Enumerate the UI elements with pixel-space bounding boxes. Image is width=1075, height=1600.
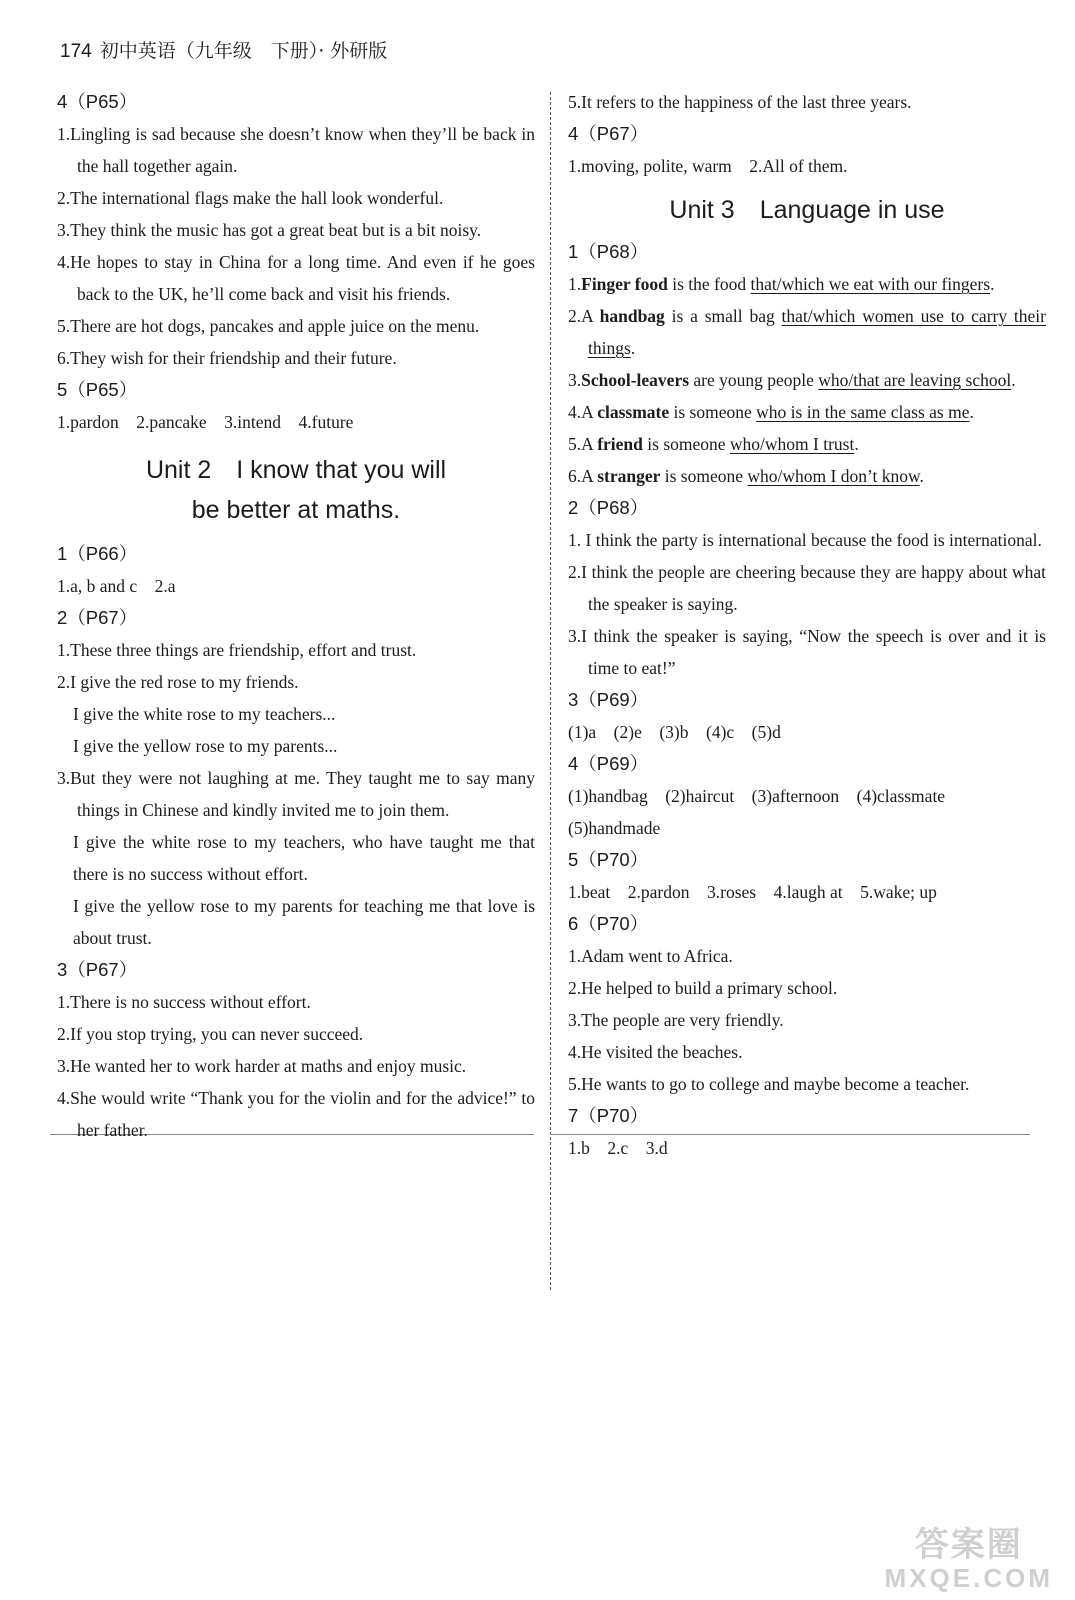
defined-term: classmate [597, 402, 670, 422]
section-heading: 3（P67） [57, 959, 138, 980]
definition-item [568, 300, 1046, 364]
answer-item: 4.He hopes to stay in China for a long time. And even if he goes back to the UK, he’ll come back and visit his friends. [57, 252, 535, 304]
unit-title-line: Unit 2 I know that you will [145, 456, 447, 484]
definition-text: is a small bag [664, 306, 782, 326]
answer-item: 1.Lingling is sad because she doesn’t know when they’ll be back in the hall together again. [57, 124, 535, 176]
answer-item: 1.These three things are friendship, effort and trust. [57, 640, 417, 660]
answer-item: I give the yellow rose to my parents for teaching me that love is about trust. [73, 896, 535, 948]
section-heading: 4（P67） [568, 123, 649, 144]
left-column [57, 86, 535, 1146]
page-number: 174 [60, 41, 92, 62]
unit-title-line: be better at maths. [191, 496, 401, 524]
answer-item: 3.He wanted her to work harder at maths and enjoy music. [57, 1056, 467, 1076]
section-heading: 4（P65） [57, 91, 138, 112]
answer-item: I give the white rose to my teachers, who have taught me that there is no success without effort. [73, 832, 535, 884]
answer-item: I give the white rose to my teachers... [73, 704, 336, 724]
end-punct: . [1011, 370, 1016, 390]
answer-item: 1.There is no success without effort. [57, 992, 311, 1012]
end-punct: . [854, 434, 859, 454]
answer-item: 1.beat 2.pardon 3.roses 4.laugh at 5.wake; up [568, 882, 937, 902]
definition-item [568, 364, 1046, 396]
answer-item: 1. I think the party is international because the food is international. [568, 530, 1042, 550]
section-heading: 1（P68） [568, 241, 649, 262]
item-number: 1. [568, 274, 582, 294]
column-divider [550, 92, 551, 1290]
answer-item: 2.If you stop trying, you can never succeed. [57, 1024, 364, 1044]
underlined-answer: who is in the same class as me [756, 402, 970, 422]
answer-item: 2.He helped to build a primary school. [568, 978, 838, 998]
definition-text: is someone [642, 434, 730, 454]
definition-text: is the food [667, 274, 751, 294]
right-column [568, 86, 1046, 1164]
answer-item: (1)a (2)e (3)b (4)c (5)d [568, 722, 781, 742]
underlined-answer: that/which we eat with our fingers [750, 274, 991, 294]
item-number: 4.A [568, 402, 598, 422]
answer-item: I give the yellow rose to my parents... [73, 736, 338, 756]
answer-item: 3.I think the speaker is saying, “Now the speech is over and it is time to eat!” [568, 626, 1046, 678]
item-number: 5.A [568, 434, 598, 454]
definition-text: are young people [689, 370, 819, 390]
answer-item: 3.But they were not laughing at me. They taught me to say many things in Chinese and kindly invited me to join them. [57, 768, 535, 820]
answer-item: 1.pardon 2.pancake 3.intend 4.future [57, 412, 354, 432]
defined-term: stranger [597, 466, 661, 486]
section-heading: 6（P70） [568, 913, 649, 934]
item-number: 2.A [568, 306, 600, 326]
underlined-answer: who/that are leaving school [818, 370, 1012, 390]
defined-term: friend [597, 434, 643, 454]
answer-item: (1)handbag (2)haircut (3)afternoon (4)classmate [568, 786, 946, 806]
underlined-answer: who/whom I trust [729, 434, 855, 454]
watermark-logo [885, 1526, 1053, 1592]
definition-item [568, 460, 1046, 492]
section-heading: 2（P67） [57, 607, 138, 628]
end-punct: . [919, 466, 924, 486]
definition-item [568, 268, 1046, 300]
answer-item: 2.I think the people are cheering because they are happy about what the speaker is saying. [568, 562, 1046, 614]
unit-3-title: Unit 3 Language in use [669, 196, 945, 224]
definition-item [568, 428, 1046, 460]
defined-term: School-leavers [581, 370, 690, 390]
answer-item: 1.b 2.c 3.d [568, 1138, 668, 1158]
section-heading: 4（P69） [568, 753, 649, 774]
item-number: 3. [568, 370, 582, 390]
answer-item: 3.The people are very friendly. [568, 1010, 784, 1030]
section-heading: 7（P70） [568, 1105, 649, 1126]
watermark-chinese: 答案圈 [914, 1526, 1023, 1564]
answer-item: 6.They wish for their friendship and their future. [57, 348, 397, 368]
answer-item: 1.moving, polite, warm 2.All of them. [568, 156, 848, 176]
answer-item: 1.Adam went to Africa. [568, 946, 733, 966]
defined-term: handbag [599, 306, 665, 326]
section-heading: 2（P68） [568, 497, 649, 518]
answer-item: 5.It refers to the happiness of the last three years. [568, 92, 912, 112]
item-number: 6.A [568, 466, 598, 486]
answer-item: 1.a, b and c 2.a [57, 576, 176, 596]
section-heading: 3（P69） [568, 689, 649, 710]
definition-text: is someone [669, 402, 757, 422]
answer-item: 5.There are hot dogs, pancakes and apple juice on the menu. [57, 316, 480, 336]
definition-item [568, 396, 1046, 428]
answer-item: 4.He visited the beaches. [568, 1042, 743, 1062]
page-header [60, 36, 387, 66]
definition-text: is someone [660, 466, 748, 486]
answer-item: 3.They think the music has got a great beat but is a bit noisy. [57, 220, 482, 240]
section-heading: 1（P66） [57, 543, 138, 564]
section-heading: 5（P70） [568, 849, 649, 870]
defined-term: Finger food [581, 274, 668, 294]
answer-item: 4.She would write “Thank you for the violin and for the advice!” to her father. [57, 1088, 535, 1140]
answer-item: (5)handmade [568, 818, 661, 838]
watermark-url: MXQE.COM [884, 1563, 1053, 1593]
section-heading: 5（P65） [57, 379, 138, 400]
end-punct: . [969, 402, 974, 422]
unit-2-title [57, 450, 535, 530]
answer-item: 2.I give the red rose to my friends. [57, 672, 299, 692]
answer-item: 2.The international flags make the hall look wonderful. [57, 188, 444, 208]
end-punct: . [630, 338, 636, 358]
underlined-answer: that/which women use to carry their things [588, 306, 1046, 358]
answer-item: 5.He wants to go to college and maybe become a teacher. [568, 1074, 970, 1094]
book-title: 初中英语（九年级 下册）· 外研版 [99, 40, 388, 62]
end-punct: . [990, 274, 995, 294]
underlined-answer: who/whom I don’t know [747, 466, 920, 486]
